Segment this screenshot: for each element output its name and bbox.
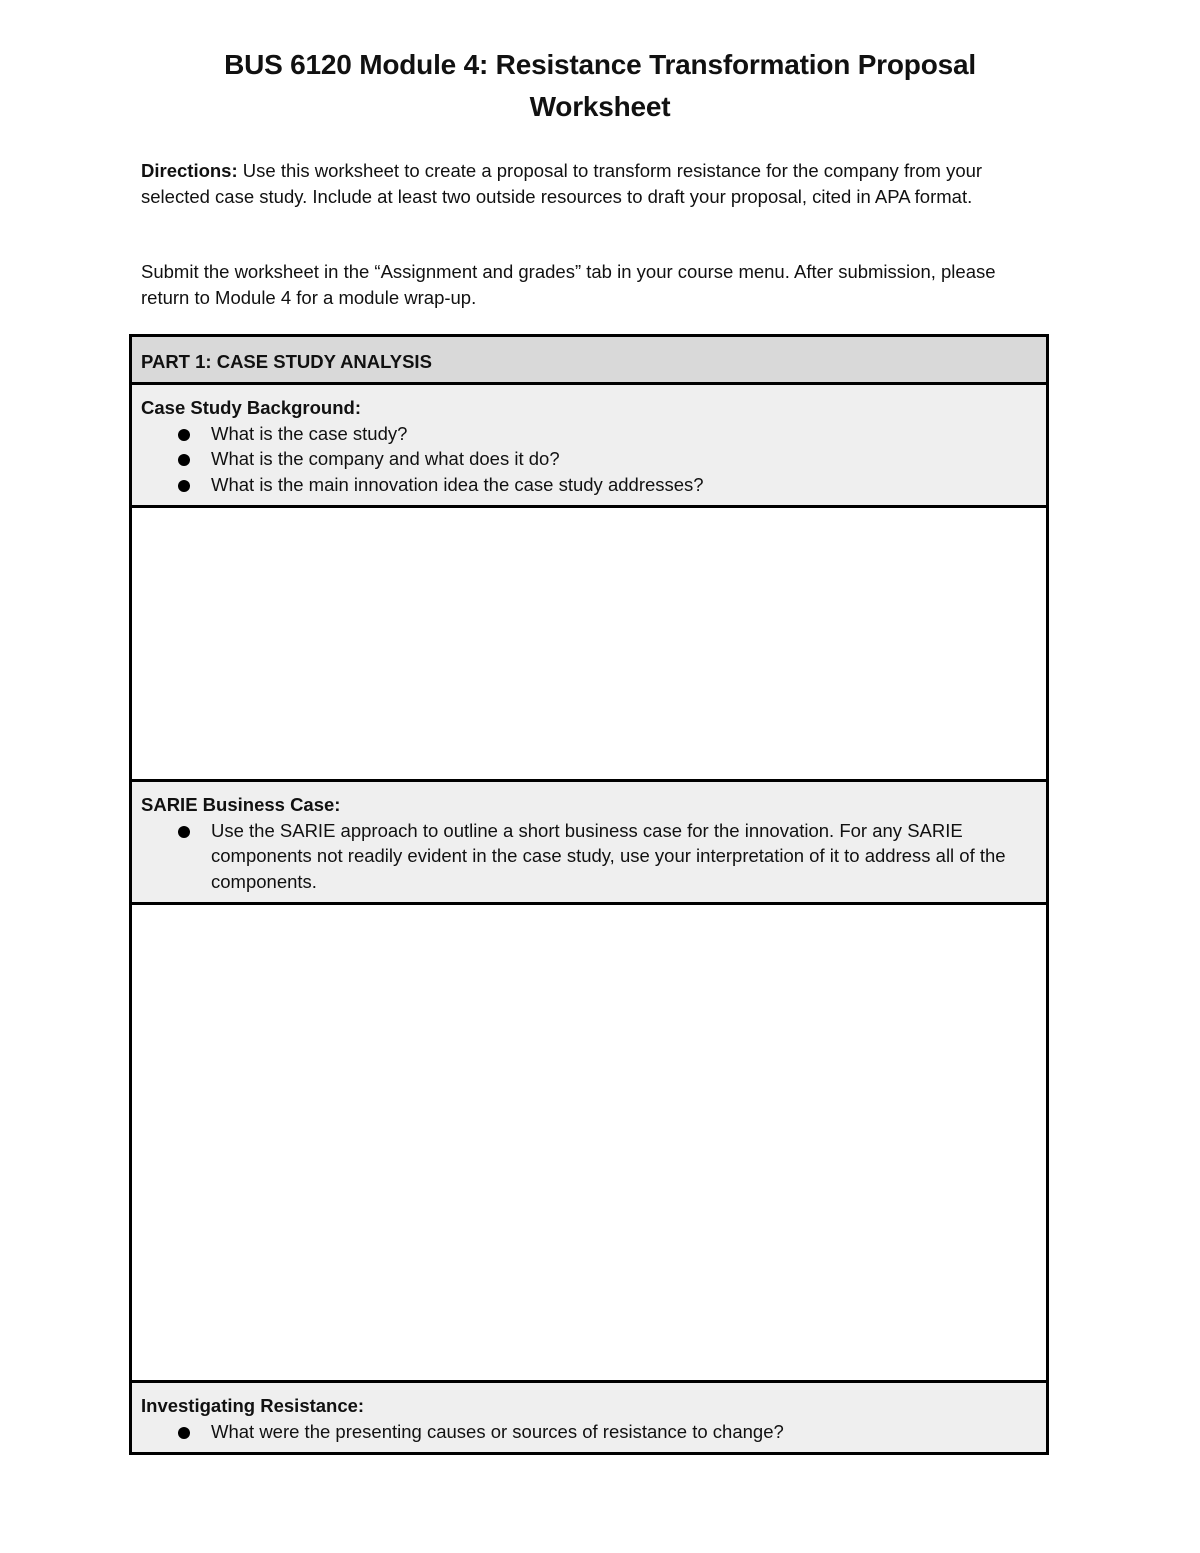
investigating-resistance-prompt	[132, 1383, 1046, 1452]
question-text: What is the main innovation idea the case study addresses?	[211, 473, 704, 495]
question-text: What is the case study?	[211, 422, 408, 444]
directions-text: Use this worksheet to create a proposal to transform resistance for the company from your selected case study. Include at least two outside resources to draft your proposal, cited in APA format.	[141, 160, 983, 207]
case-study-background-questions	[141, 421, 1032, 498]
part-1-header	[132, 337, 1046, 385]
submission-instructions: Submit the worksheet in the “Assignment and grades” tab in your course menu. After submission, please return to Module 4 for a module wrap-up.	[141, 261, 996, 308]
page-title	[150, 44, 1050, 128]
question-text: What were the presenting causes or sources of resistance to change?	[211, 1420, 784, 1442]
page-title-line-2: Worksheet	[529, 91, 671, 122]
page-title-line-1: BUS 6120 Module 4: Resistance Transformation Proposal	[224, 49, 976, 80]
worksheet-table	[129, 334, 1049, 1455]
sarie-business-case-prompt	[132, 782, 1046, 905]
directions-paragraph	[141, 158, 1041, 209]
question-text: What is the company and what does it do?	[211, 448, 560, 469]
question-text: Use the SARIE approach to outline a short business case for the innovation. For any SARIE components not readily evident in the case study, use your interpretation of it to address all of the components.	[211, 819, 1006, 892]
list-item	[173, 421, 1032, 447]
bullet-icon	[178, 454, 190, 466]
sarie-business-case-label: SARIE Business Case:	[141, 794, 341, 815]
list-item	[173, 472, 1032, 498]
list-item	[173, 818, 1032, 895]
sarie-business-case-answer-area[interactable]	[132, 905, 1046, 1383]
case-study-background-prompt	[132, 385, 1046, 508]
case-study-background-label: Case Study Background:	[141, 397, 361, 418]
bullet-icon	[178, 429, 190, 441]
case-study-background-answer-area[interactable]	[132, 508, 1046, 782]
part-1-header-label: PART 1: CASE STUDY ANALYSIS	[141, 351, 432, 372]
sarie-business-case-questions	[141, 818, 1032, 895]
bullet-icon	[178, 480, 190, 492]
list-item	[173, 1419, 1032, 1445]
investigating-resistance-label: Investigating Resistance:	[141, 1395, 365, 1416]
bullet-icon	[178, 1427, 190, 1439]
directions-label: Directions:	[141, 160, 238, 181]
investigating-resistance-questions	[141, 1419, 1032, 1445]
list-item	[173, 446, 1032, 472]
bullet-icon	[178, 826, 190, 838]
